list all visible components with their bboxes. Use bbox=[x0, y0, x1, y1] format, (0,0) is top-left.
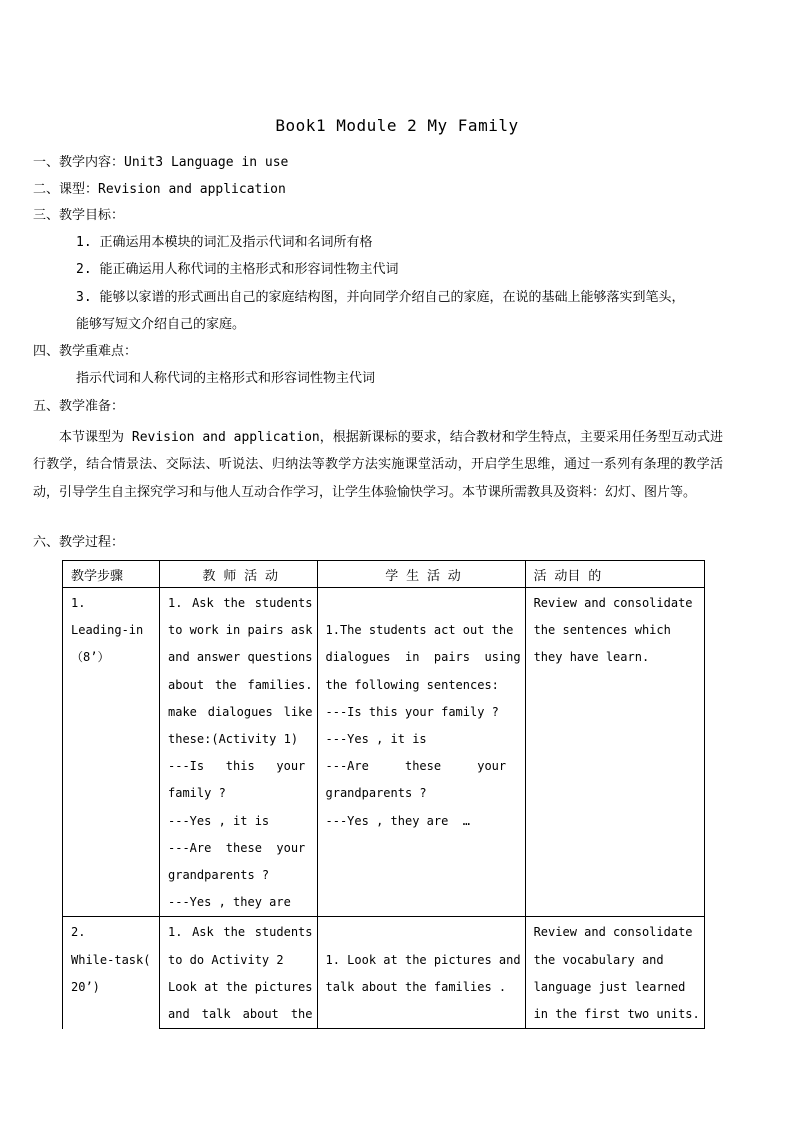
header-purpose: 活 动目 的 bbox=[525, 561, 704, 588]
section-key-text: 指示代词和人称代词的主格形式和形容词性物主代词 bbox=[76, 371, 376, 386]
cell-text: 1. Look at the pictures and bbox=[325, 952, 521, 967]
cell-text: grandparents ? bbox=[168, 868, 270, 883]
section-process-heading: 六、教学过程： bbox=[33, 535, 125, 550]
cell-text: 20’) bbox=[71, 979, 100, 994]
cell-text: grandparents ? bbox=[325, 786, 427, 801]
section-content: 一、教学内容：Unit3 Language in use bbox=[33, 155, 289, 170]
header-step: 教学步骤 bbox=[63, 561, 160, 588]
row1-step bbox=[63, 588, 160, 917]
table-row bbox=[63, 917, 705, 1029]
cell-text: these:(Activity 1) bbox=[168, 732, 299, 747]
cell-text: talk about the families . bbox=[325, 979, 507, 994]
cell-text: make dialogues like bbox=[168, 704, 313, 719]
row1-purpose bbox=[525, 588, 704, 917]
cell-text: language just learned bbox=[533, 979, 686, 994]
cell-text: the vocabulary and bbox=[533, 952, 664, 967]
cell-text: 1. Ask the students bbox=[168, 925, 313, 940]
cell-text bbox=[326, 590, 521, 617]
cell-text: and answer questions bbox=[168, 650, 313, 665]
header-teacher: 教 师 活 动 bbox=[160, 561, 318, 588]
section-type: 二、课型：Revision and application bbox=[33, 182, 286, 197]
cell-text: ---Is this your bbox=[168, 759, 306, 774]
section-goals-heading: 三、教学目标： bbox=[33, 208, 125, 223]
cell-text: 1.The students act out the bbox=[325, 623, 514, 638]
table-header-row bbox=[63, 561, 705, 588]
cell-text: ---Are these your bbox=[168, 840, 306, 855]
cell-text bbox=[326, 919, 521, 946]
cell-text: Leading-in bbox=[71, 623, 144, 638]
cell-text: to do Activity 2 bbox=[168, 952, 284, 967]
row2-student bbox=[317, 917, 525, 1029]
cell-text: Look at the pictures bbox=[168, 979, 313, 994]
section-prep-text: 本节课型为 Revision and application，根据新课标的要求，结合教材和学生特点，主要采用任务型互动式进行教学，结合情景法、交际法、听说法、归纳法等教学方法实施课堂活动，开启学生思维，通过一系列有条理的教学活动，引导学生自主探究学习和与他人互动合作学习，让学生体验愉快学习。本节课所需教具及资料：幻灯、图片等。 bbox=[33, 430, 723, 500]
cell-text: in the first two units. bbox=[533, 1007, 700, 1022]
process-table bbox=[62, 560, 705, 1029]
page-title: Book1 Module 2 My Family bbox=[275, 116, 519, 135]
cell-text: ---Is this your family ? bbox=[325, 704, 499, 719]
cell-text: ---Are these your bbox=[325, 759, 507, 774]
cell-text: family ? bbox=[168, 786, 226, 801]
cell-text: ---Yes , they are bbox=[168, 895, 291, 910]
goal-1: 1. 正确运用本模块的词汇及指示代词和名词所有格 bbox=[76, 235, 373, 250]
cell-text: 2. bbox=[71, 925, 86, 940]
cell-text: the sentences which bbox=[533, 623, 671, 638]
cell-text: to work in pairs ask bbox=[168, 623, 313, 638]
cell-text: ---Yes , it is bbox=[168, 813, 270, 828]
row1-teacher bbox=[160, 588, 318, 917]
row2-step bbox=[63, 917, 160, 1029]
row2-purpose bbox=[525, 917, 704, 1029]
cell-text: Review and consolidate bbox=[533, 925, 693, 940]
goal-3-line2: 能够写短文介绍自己的家庭。 bbox=[76, 317, 246, 332]
cell-text: 1. bbox=[71, 596, 86, 610]
cell-text: they have learn. bbox=[533, 650, 650, 665]
cell-text: While-task( bbox=[71, 952, 151, 967]
cell-text: ---Yes , they are … bbox=[325, 813, 470, 828]
goal-2: 2. 能正确运用人称代词的主格形式和形容词性物主代词 bbox=[76, 262, 399, 277]
header-student: 学 生 活 动 bbox=[317, 561, 525, 588]
table-row bbox=[63, 588, 705, 917]
cell-text: about the families. bbox=[168, 677, 313, 692]
cell-text: and talk about the bbox=[168, 1007, 313, 1022]
cell-text: ---Yes , it is bbox=[325, 732, 427, 747]
row1-student bbox=[317, 588, 525, 917]
section-prep-heading: 五、教学准备： bbox=[33, 399, 125, 414]
cell-text: Review and consolidate bbox=[533, 596, 693, 610]
cell-text: （8’） bbox=[71, 650, 110, 665]
cell-text: dialogues in pairs using bbox=[325, 650, 521, 665]
cell-text: 1. Ask the students bbox=[168, 596, 313, 610]
goal-3-line1: 3. 能够以家谱的形式画出自己的家庭结构图，并向同学介绍自己的家庭，在说的基础上能够落实到笔头， bbox=[76, 290, 685, 305]
row2-teacher bbox=[160, 917, 318, 1029]
section-key-heading: 四、教学重难点： bbox=[33, 344, 138, 359]
cell-text: the following sentences: bbox=[325, 677, 499, 692]
